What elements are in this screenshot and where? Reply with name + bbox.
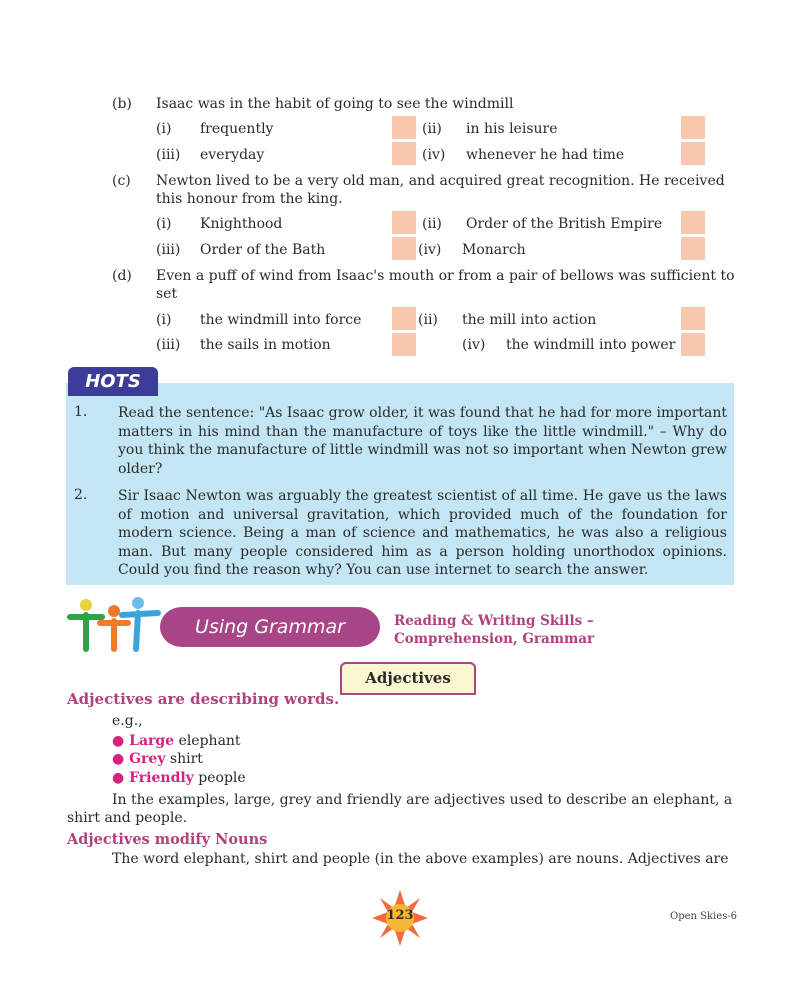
opt-text: the windmill into power [506,337,676,353]
section-heading: Adjectives modify Nouns [67,831,268,848]
q-label: (c) [112,173,131,189]
example-item: ● Grey shirt [112,751,203,767]
answer-box[interactable] [392,116,416,139]
paragraph: shirt and people. [67,810,188,826]
skills-line: Comprehension, Grammar [394,631,595,647]
answer-box[interactable] [392,142,416,165]
opt-num: (iv) [422,147,446,163]
book-title: Open Skies-6 [670,911,738,922]
hots-question: Sir Isaac Newton was arguably the greatest scientist of all time. He gave us the laws of motion and universal gravitation, which provided much of the foundation for modern science. Being a man of science and mathematics, he was also a religious man. But many people considered him as a person holding unorthodox opinions. Could you find the reason why? You can use internet to search the answer. [118,488,727,578]
opt-text: the windmill into force [200,312,362,328]
opt-num: (ii) [422,216,442,232]
q-label: (d) [112,268,132,284]
hots-label: HOTS [68,367,158,396]
opt-text: Order of the British Empire [466,216,663,232]
page-number: 123 [386,908,414,923]
q-text: Newton lived to be a very old man, and acquired great recognition. He received [156,173,725,189]
opt-num: (i) [156,216,172,232]
opt-text: whenever he had time [466,147,625,163]
opt-num: (iii) [156,337,181,353]
answer-box[interactable] [681,307,705,330]
hots-question: Read the sentence: "As Isaac grow older, it was found that he had for more important matters in his mind than the manufacture of toys like the little windmill." – Why do you think the manufacture of little windmill was not so important when Newton grew older? [118,405,727,477]
q-text: Even a puff of wind from Isaac's mouth or from a pair of bellows was sufficient to [156,268,735,284]
answer-box[interactable] [681,116,705,139]
opt-text: in his leisure [466,121,558,137]
answer-box[interactable] [392,237,416,260]
answer-box[interactable] [392,211,416,234]
using-grammar-banner: Using Grammar [160,607,380,647]
q-text: this honour from the king. [156,191,343,207]
answer-box[interactable] [681,333,705,356]
opt-num: (i) [156,312,172,328]
paragraph: In the examples, large, grey and friendly are adjectives used to describe an elephant, a [112,792,733,808]
answer-box[interactable] [681,211,705,234]
answer-box[interactable] [681,237,705,260]
q-label: (b) [112,96,132,112]
q-text: Isaac was in the habit of going to see the windmill [156,96,514,112]
children-icon [66,597,162,653]
section-heading: Adjectives are describing words. [67,690,340,708]
eg-label: e.g., [112,713,143,729]
opt-num: (iv) [418,242,442,258]
topic-title: Adjectives [340,662,476,695]
example-item: ● Friendly people [112,770,246,786]
opt-num: (iv) [462,337,486,353]
answer-box[interactable] [392,333,416,356]
hots-num: 2. [74,487,88,503]
q-text: set [156,286,178,302]
answer-box[interactable] [392,307,416,330]
opt-num: (i) [156,121,172,137]
skills-line: Reading & Writing Skills – [394,613,594,629]
paragraph: The word elephant, shirt and people (in the above examples) are nouns. Adjectives are [112,851,729,867]
opt-text: Order of the Bath [200,242,326,258]
opt-text: Knighthood [200,216,283,232]
opt-num: (iii) [156,242,181,258]
opt-num: (iii) [156,147,181,163]
opt-text: Monarch [462,242,526,258]
opt-text: everyday [200,147,265,163]
opt-num: (ii) [418,312,438,328]
opt-text: the mill into action [462,312,597,328]
answer-box[interactable] [681,142,705,165]
opt-text: the sails in motion [200,337,331,353]
example-item: ● Large elephant [112,733,241,749]
opt-text: frequently [200,121,274,137]
opt-num: (ii) [422,121,442,137]
hots-num: 1. [74,404,88,420]
